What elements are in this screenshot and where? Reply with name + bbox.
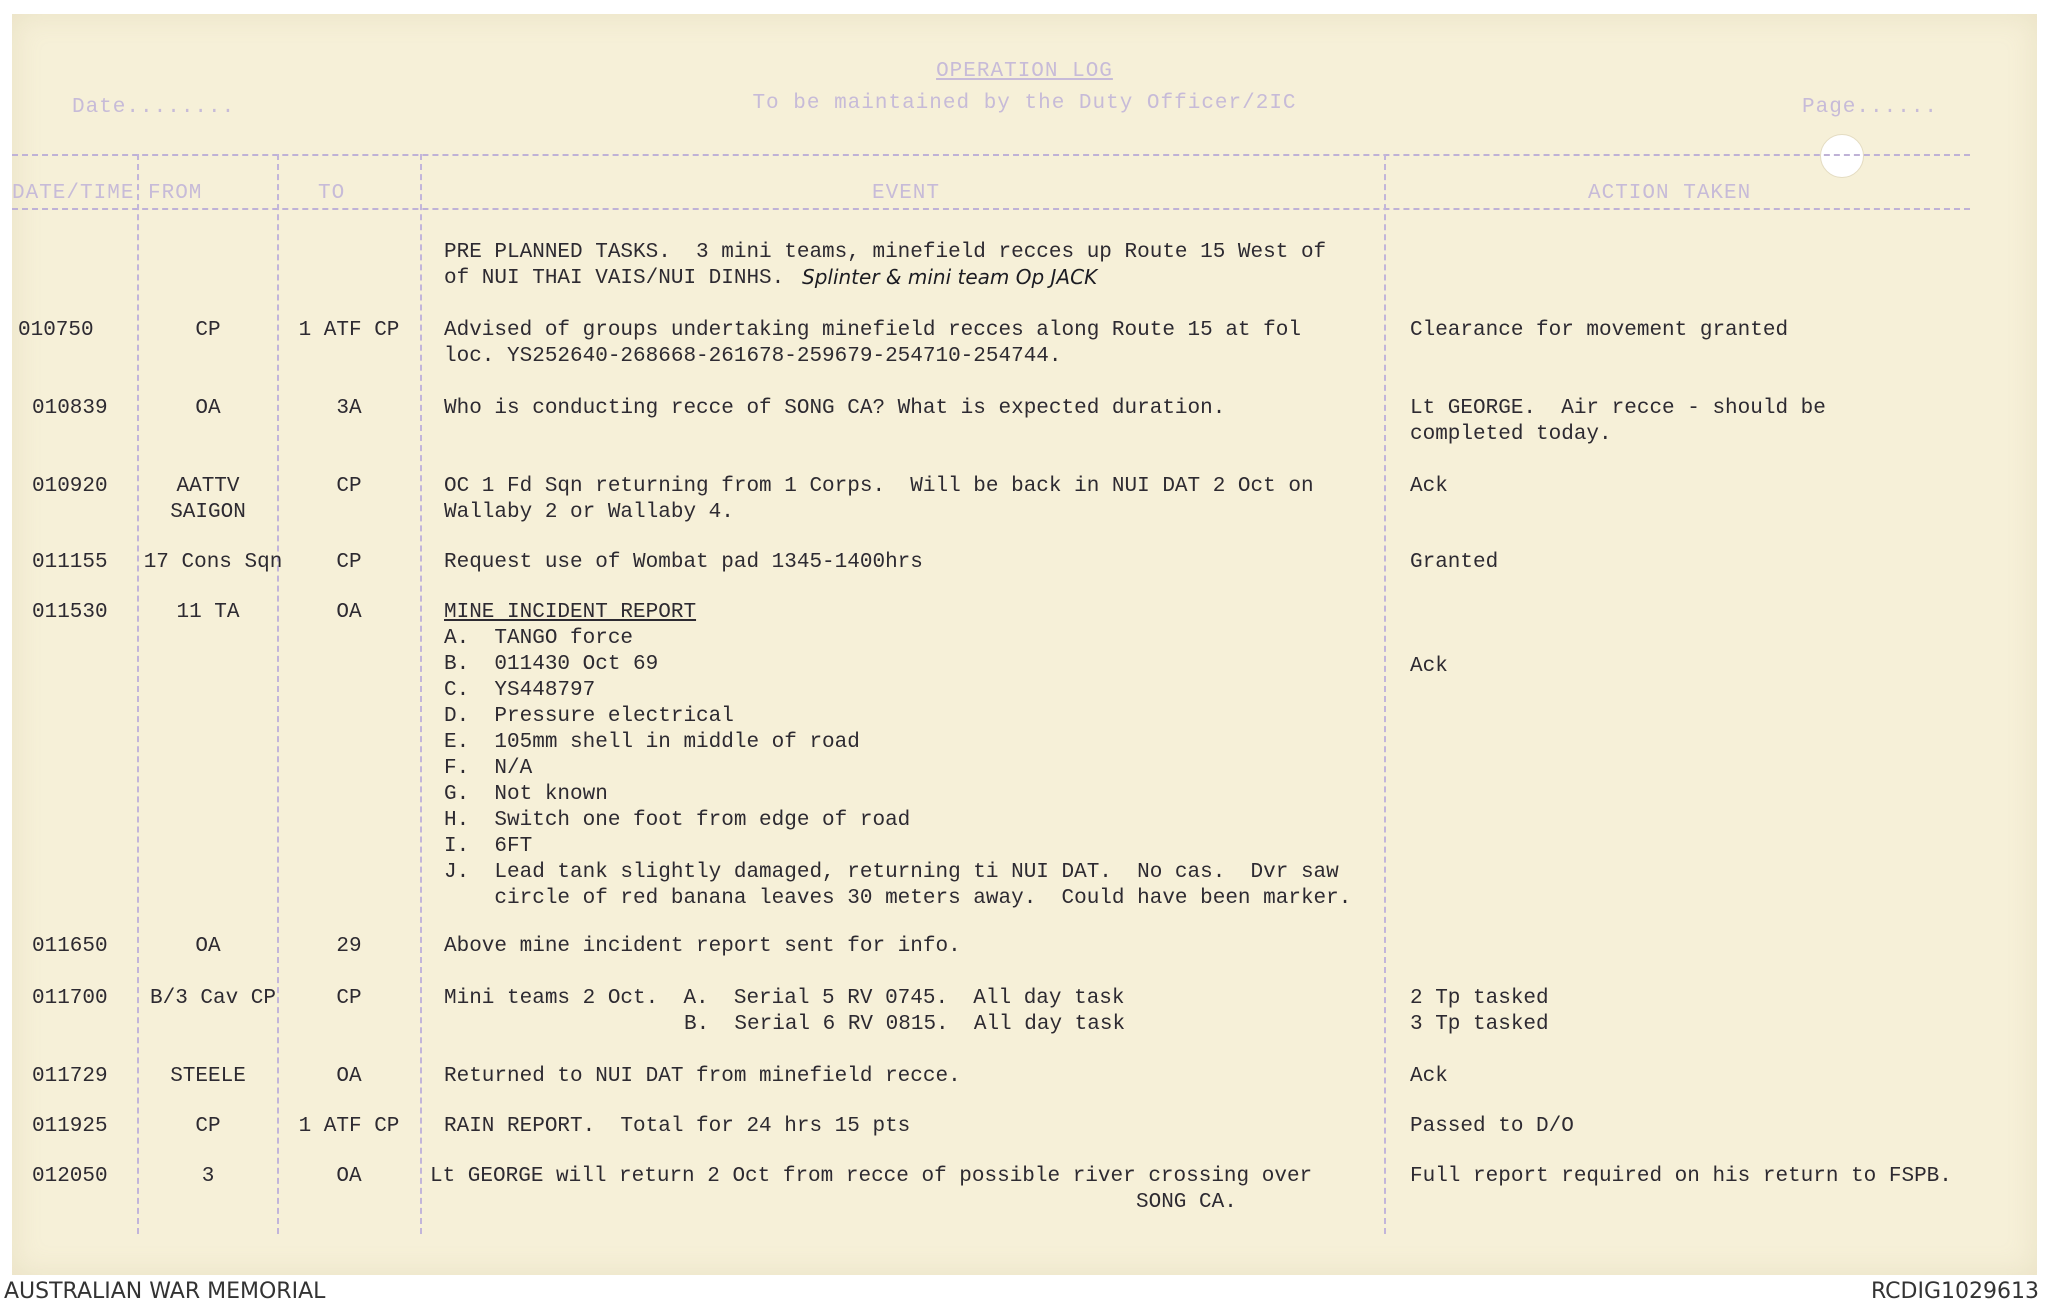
entry-from: 11 TA [176,601,240,624]
col-header-from: FROM [148,182,203,205]
handwritten-note: Splinter & mini team Op JACK [802,265,1098,289]
log-subtitle: To be maintained by the Duty Officer/2IC [752,92,1297,115]
entry-event: RAIN REPORT. Total for 24 hrs 15 pts [444,1115,911,1138]
mine-report-item: H. Switch one foot from edge of road [444,809,911,832]
mine-report-item: I. 6FT [444,835,533,858]
entry-to: 1 ATF CP [298,319,400,342]
mine-report-item: A. TANGO force [444,627,634,650]
entry-action-line2: 3 Tp tasked [1410,1013,1549,1036]
entry-event-line1: Mini teams 2 Oct. A. Serial 5 RV 0745. All day task [444,987,1125,1010]
pre-planned-line2: of NUI THAI VAIS/NUI DINHS. [444,267,785,290]
entry-event-line1: Advised of groups undertaking minefield recces along Route 15 at fol [444,319,1301,342]
entry-time: 011700 [32,987,108,1010]
entry-to: OA [336,1165,362,1188]
entry-time: 010750 [18,319,94,342]
entry-event: Request use of Wombat pad 1345-1400hrs [444,551,923,574]
page-label: Page...... [1802,96,1939,119]
punch-hole [1820,134,1864,178]
mine-report-item: D. Pressure electrical [444,705,734,728]
entry-event: Above mine incident report sent for info. [444,935,961,958]
entry-action: Ack [1410,655,1448,678]
mine-report-item: C. YS448797 [444,679,596,702]
entry-action-line1: 2 Tp tasked [1410,987,1549,1010]
entry-event-line1: OC 1 Fd Sqn returning from 1 Corps. Will be back in NUI DAT 2 Oct on [444,475,1314,498]
entry-to: CP [336,987,362,1010]
entry-action: Full report required on his return to FSPB. [1410,1165,1952,1188]
mine-report-item: B. 011430 Oct 69 [444,653,659,676]
entry-to: 29 [336,935,362,958]
entry-action-line1: Lt GEORGE. Air recce - should be [1410,397,1826,420]
mine-report-heading: MINE INCIDENT REPORT [444,601,697,624]
entry-event-line2: SONG CA. [1136,1191,1237,1214]
entry-time: 010839 [32,397,108,420]
log-sheet [12,14,2037,1275]
entry-to: OA [336,601,362,624]
col-header-datetime: DATE/TIME [12,182,135,205]
entry-to: OA [336,1065,362,1088]
col-header-to: TO [318,182,346,205]
entry-action: Passed to D/O [1410,1115,1574,1138]
entry-from-line1: AATTV [176,475,240,498]
entry-action: Granted [1410,551,1499,574]
mine-report-item: J. Lead tank slightly damaged, returning ti NUI DAT. No cas. Dvr saw [444,861,1339,884]
entry-time: 012050 [32,1165,108,1188]
entry-to: CP [336,551,362,574]
entry-event-line2: Wallaby 2 or Wallaby 4. [444,501,734,524]
entry-time: 010920 [32,475,108,498]
entry-from: 17 Cons Sqn [143,551,283,574]
entry-action: Clearance for movement granted [1410,319,1789,342]
entry-time: 011530 [32,601,108,624]
entry-time: 011650 [32,935,108,958]
entry-from: 3 [201,1165,215,1188]
entry-time: 011155 [32,551,108,574]
entry-to: 1 ATF CP [298,1115,400,1138]
date-label: Date........ [72,96,236,119]
entry-to: CP [336,475,362,498]
header-rule-top [12,154,1970,156]
entry-event-line2: loc. YS252640-268668-261678-259679-254710-254744. [444,345,1062,368]
entry-from: OA [195,397,221,420]
entry-event-line1: Lt GEORGE will return 2 Oct from recce of possible river crossing over [430,1165,1313,1188]
mine-report-item: circle of red banana leaves 30 meters away. Could have been marker. [444,887,1352,910]
entry-from: OA [195,935,221,958]
entry-from: CP [195,1115,221,1138]
entry-action-line2: completed today. [1410,423,1612,446]
entry-time: 011729 [32,1065,108,1088]
footer-catalog-id: RCDIG1029613 [1870,1279,2039,1304]
entry-from-line2: SAIGON [170,501,246,524]
column-divider-4 [1384,154,1386,1234]
col-header-event: EVENT [872,182,941,205]
log-title: OPERATION LOG [936,60,1113,83]
entry-time: 011925 [32,1115,108,1138]
entry-from: CP [195,319,221,342]
footer-bar [0,1275,2047,1311]
col-header-action: ACTION TAKEN [1588,182,1752,205]
entry-from: STEELE [170,1065,246,1088]
column-divider-3 [420,154,422,1234]
entry-action: Ack [1410,475,1448,498]
entry-action: Ack [1410,1065,1448,1088]
header-rule-bottom [12,208,1970,210]
mine-report-item: G. Not known [444,783,608,806]
entry-from: B/3 Cav CP [149,987,277,1010]
mine-report-item: F. N/A [444,757,533,780]
footer-institution: AUSTRALIAN WAR MEMORIAL [4,1279,326,1304]
entry-to: 3A [336,397,362,420]
entry-event: Who is conducting recce of SONG CA? What is expected duration. [444,397,1226,420]
entry-event-line2: B. Serial 6 RV 0815. All day task [684,1013,1126,1036]
entry-event: Returned to NUI DAT from minefield recce. [444,1065,961,1088]
mine-report-item: E. 105mm shell in middle of road [444,731,860,754]
pre-planned-line1: PRE PLANNED TASKS. 3 mini teams, minefield recces up Route 15 West of [444,241,1327,264]
